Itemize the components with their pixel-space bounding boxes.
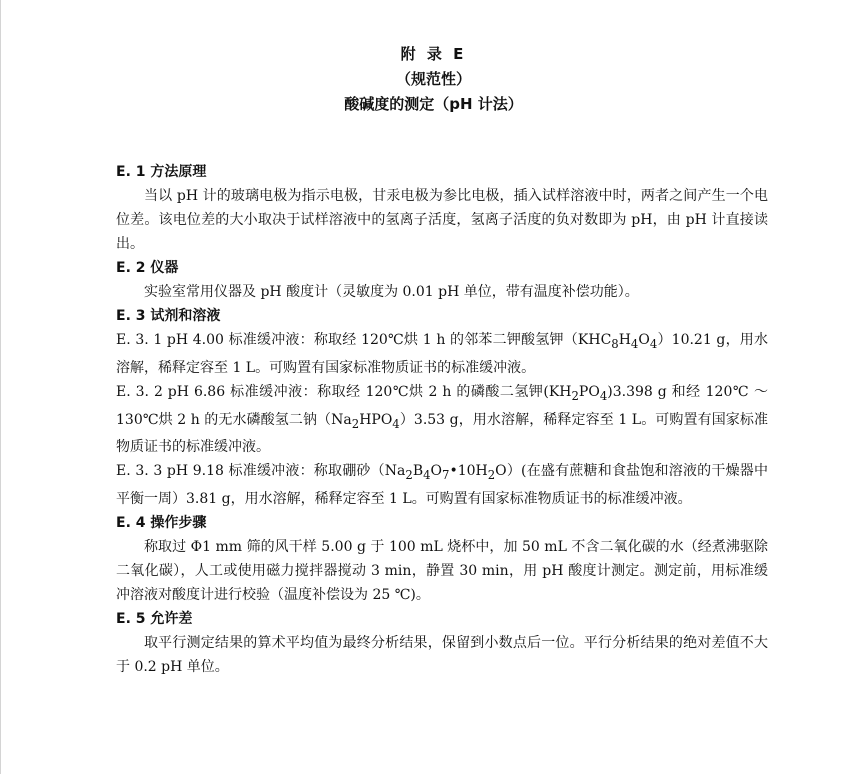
section-text-e4: 称取过 Φ1 mm 筛的风干样 5.00 g 于 100 mL 烧杯中，加 50 mL 不含二氧化碳的水（经煮沸驱除二氧化碳），人工或使用磁力搅拌器搅动 3 min，静置 30 min，用 pH 酸度计测定。测定前，用标准缓冲溶液对酸度计进行校验（温度补偿设为 25 ℃)。	[116, 539, 768, 604]
appendix-title: 酸碱度的测定（pH 计法）	[344, 95, 523, 113]
text-run: H	[618, 332, 631, 348]
subscript: 4	[630, 336, 639, 351]
subscript: 4	[649, 336, 658, 351]
subscript: 8	[611, 336, 619, 351]
text-run: ）3.53 g，用水溶解，稀释定容至 1 L。可购置有国家标准物质证书的标准缓冲液。	[116, 411, 769, 456]
text-run: O）(在盛有蔗糖和食盐饱和溶液的干燥器中平衡一周）3.81 g，用水溶解，稀释定容至 1 L。可购置有国家标准物质证书的标准缓冲液。	[116, 463, 768, 508]
reagent-item-e3-2	[116, 380, 768, 460]
section-heading-e2: E. 2 仪器	[116, 260, 179, 276]
subscript: 2	[351, 416, 360, 431]
text-run: )3.398 g 和经 120℃ ～130℃烘 2 h 的无水磷酸氢二钠（Na	[116, 383, 769, 428]
text-run: B	[412, 463, 424, 480]
subscript: 2	[487, 468, 496, 483]
section-heading-e5: E. 5 允许差	[116, 611, 193, 628]
text-run: O	[638, 332, 650, 348]
text-run: •10H	[449, 463, 488, 480]
subscript: 7	[442, 468, 450, 483]
document-body	[116, 160, 768, 679]
subscript: 4	[392, 416, 400, 431]
text-run: ）10.21 g，用水溶解，稀释定容至 1 L。可购置有国家标准物质证书的标准缓冲液。	[116, 332, 768, 376]
text-run: HPO	[359, 411, 393, 428]
subscript: 4	[599, 388, 608, 403]
section-text-e5: 取平行测定结果的算术平均值为最终分析结果，保留到小数点后一位。平行分析结果的绝对差值不大于 0.2 pH 单位。	[116, 635, 768, 676]
section-heading-e3: E. 3 试剂和溶液	[116, 308, 221, 324]
text-run: E. 3. 2 pH 6.86 标准缓冲液：称取经 120℃烘 2 h 的磷酸二氢钾(KH	[116, 383, 572, 400]
appendix-label: 附 录 E	[400, 45, 467, 63]
subscript: 4	[423, 468, 431, 483]
page-edge-divider	[0, 0, 1, 774]
section-text-e2: 实验室常用仪器及 pH 酸度计（灵敏度为 0.01 pH 单位，带有温度补偿功能）。	[144, 284, 639, 300]
text-run: E. 3. 3 pH 9.18 标准缓冲液：称取硼砂（Na	[116, 463, 406, 480]
reagent-item-e3-3	[116, 459, 768, 511]
subscript: 2	[571, 388, 579, 403]
text-run: E. 3. 1 pH 4.00 标准缓冲液：称取经 120℃烘 1 h 的邻苯二钾酸氢钾（KHC	[116, 332, 612, 348]
text-run: PO	[578, 383, 600, 400]
subscript: 2	[405, 468, 413, 483]
section-text-e1: 当以 pH 计的玻璃电极为指示电极，甘汞电极为参比电极，插入试样溶液中时，两者之间产生一个电位差。该电位差的大小取决于试样溶液中的氢离子活度，氢离子活度的负对数即为 pH，由 pH 计直接读出。	[116, 188, 768, 252]
section-heading-e1: E. 1 方法原理	[116, 164, 207, 180]
section-heading-e4: E. 4 操作步骤	[116, 515, 207, 532]
appendix-nature: （规范性）	[395, 70, 471, 88]
text-run: O	[430, 463, 443, 480]
reagent-item-e3-1	[116, 328, 768, 380]
